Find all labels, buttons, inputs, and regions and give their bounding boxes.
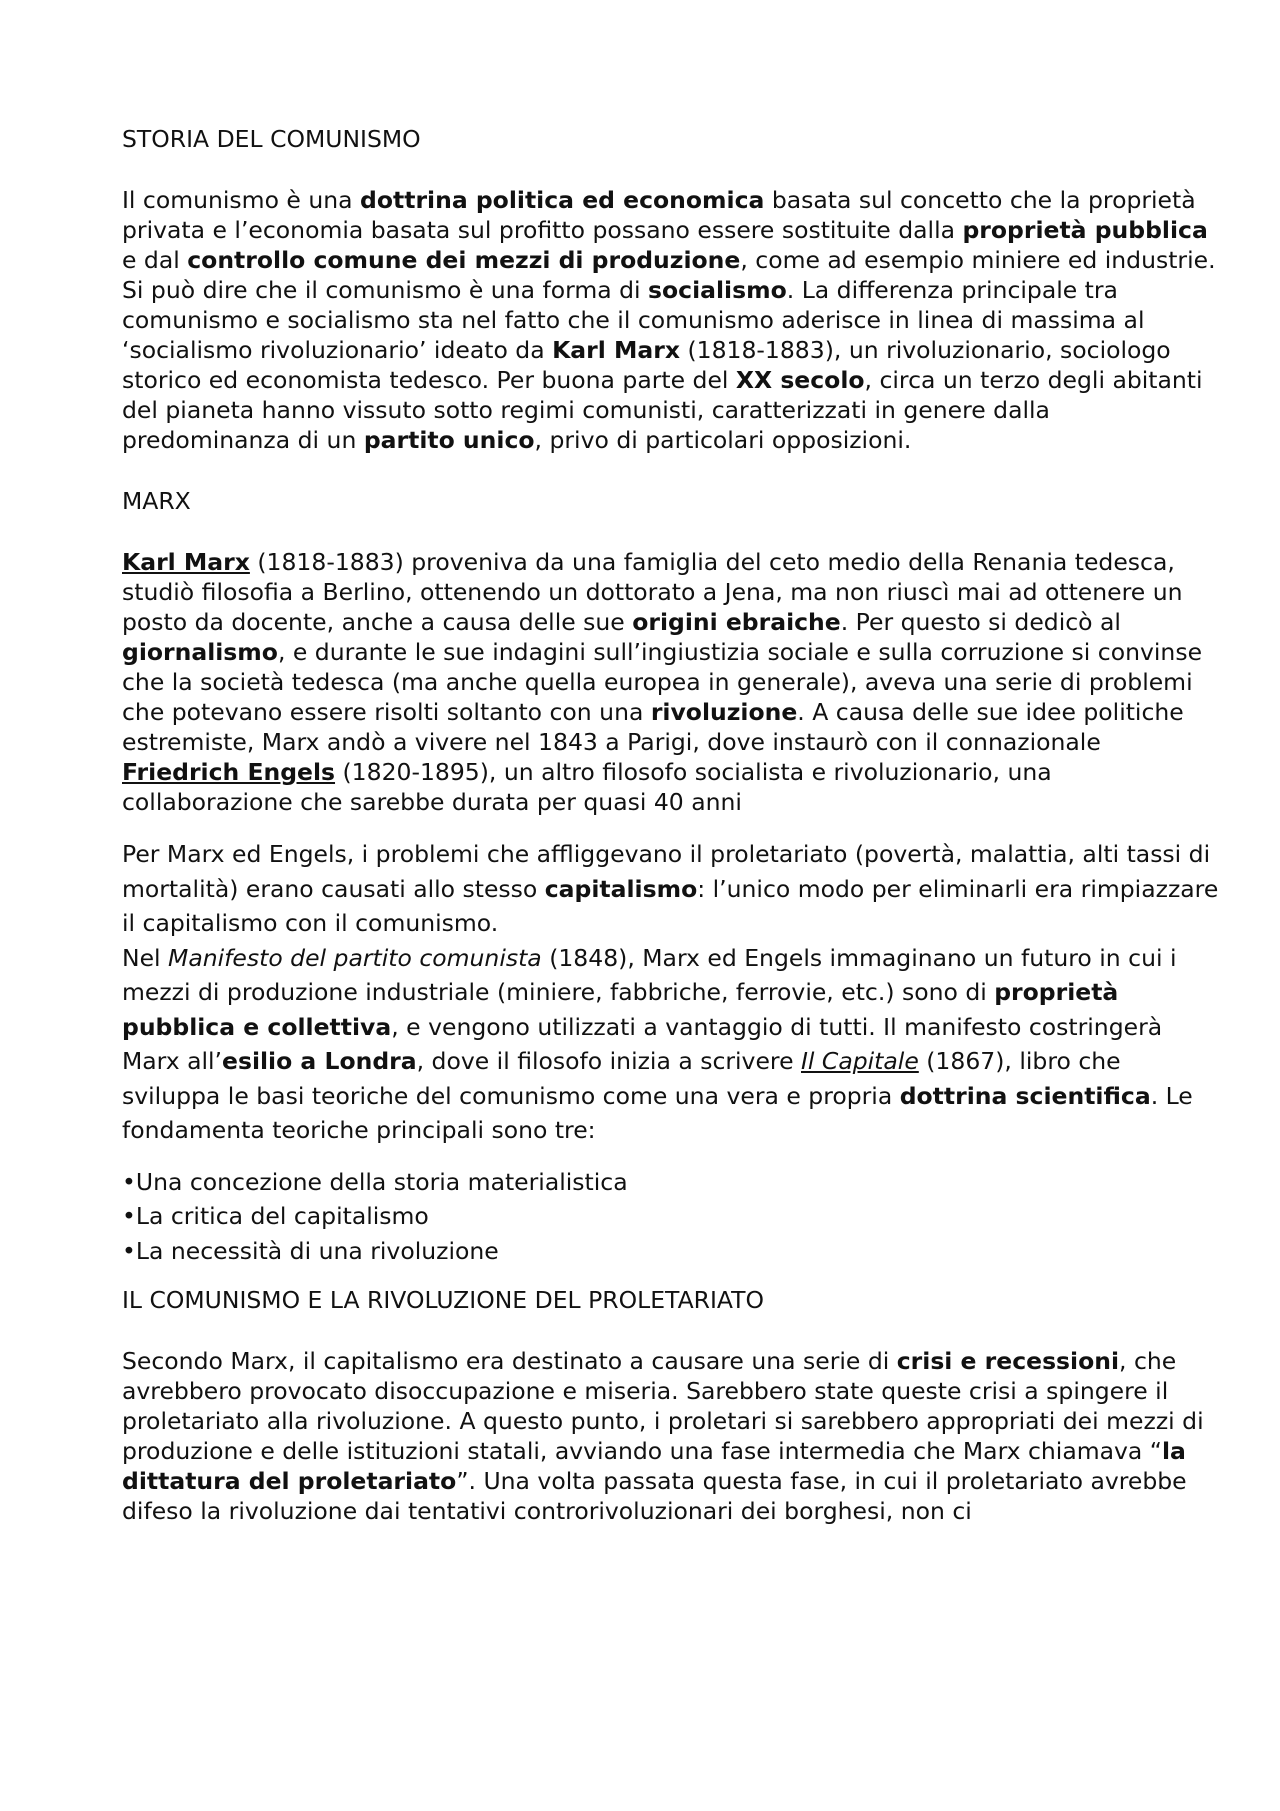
- bold-run: crisi e recessioni: [896, 1347, 1120, 1375]
- text-run: (1867), libro che sviluppa le basi teoriche del comunismo come una vera e propria: [122, 1047, 1121, 1110]
- text-run: (1848), Marx ed Engels immaginano un futuro in cui i mezzi di produzione industriale (miniere, fabbriche, ferrovie, etc.) sono di: [122, 943, 1177, 1006]
- text-run: (1820-1895), un altro filosofo socialista e rivoluzionario, una collaborazione che sarebbe durata per quasi 40 anni: [122, 758, 1052, 816]
- text-run: , privo di particolari opposizioni.: [534, 426, 912, 454]
- link-karl-marx[interactable]: Karl Marx: [122, 548, 250, 576]
- text-run: (1818-1883) proveniva da una famiglia del ceto medio della Renania tedesca, studiò filosofia a Berlino, ottenendo un dottorato a Jena, ma non riuscì mai ad ottenere un posto da docente, anche a causa delle sue: [122, 548, 1183, 636]
- bold-run: XX secolo: [735, 366, 865, 394]
- bold-run: esilio a Londra: [222, 1047, 417, 1075]
- text-run: , e durante le sue indagini sull’ingiustizia sociale e sulla corruzione si convinse che la società tedesca (ma anche quella europea in generale), aveva una serie di problemi che potevano essere risolti soltanto con una: [122, 638, 1203, 726]
- bold-run: partito unico: [363, 426, 535, 454]
- section-title-marx: MARX: [122, 487, 191, 515]
- text-run: . Per questo si dedicò al: [840, 608, 1121, 636]
- list-item: • La necessità di una rivoluzione: [122, 1234, 1220, 1269]
- text-run: , che avrebbero provocato disoccupazione e miseria. Sarebbero state queste crisi a spingere il proletariato alla rivoluzione. A questo punto, i proletari si sarebbero appropriati dei mezzi di produzione e delle istituzioni statali, avviando una fase intermedia che Marx chiamava “: [122, 1347, 1204, 1465]
- section-title-rivoluzione: IL COMUNISMO E LA RIVOLUZIONE DEL PROLETARIATO: [122, 1286, 765, 1314]
- list-item: • Una concezione della storia materialistica: [122, 1165, 1220, 1200]
- bold-run: la dittatura del proletariato: [122, 1437, 1186, 1495]
- link-friedrich-engels[interactable]: Friedrich Engels: [122, 758, 336, 786]
- text-run: basata sul concetto che la proprietà privata e l’economia basata sul profitto possano essere sostituite dalla: [122, 186, 1196, 244]
- bold-run: proprietà pubblica e collettiva: [122, 978, 1119, 1041]
- bold-run: dottrina politica ed economica: [360, 186, 765, 214]
- section-title-storia: STORIA DEL COMUNISMO: [122, 125, 421, 153]
- text-run: . A causa delle sue idee politiche estremiste, Marx andò a vivere nel 1843 a Parigi, dove instaurò con il connazionale: [122, 698, 1184, 756]
- bullet-list: [122, 1165, 1220, 1269]
- paragraph-rivoluzione: [122, 1346, 1220, 1526]
- bold-run: socialismo: [648, 276, 787, 304]
- text-run: e dal: [122, 246, 188, 274]
- text-run: . Le fondamenta teoriche principali sono tre:: [122, 1081, 1193, 1144]
- text-run: . La differenza principale tra comunismo e socialismo sta nel fatto che il comunismo aderisce in linea di massima al ‘socialismo rivoluzionario’ ideato da: [122, 276, 1145, 364]
- text-run: Nel: [122, 943, 169, 972]
- bold-run: controllo comune dei mezzi di produzione: [187, 246, 741, 274]
- text-run: , circa un terzo degli abitanti del pianeta hanno vissuto sotto regimi comunisti, caratterizzati in genere dalla predominanza di un: [122, 366, 1203, 454]
- text-run: , dove il filosofo inizia a scrivere: [416, 1047, 801, 1075]
- bold-run: Karl Marx: [552, 336, 680, 364]
- bold-run: capitalismo: [544, 874, 698, 903]
- text-run: , e vengono utilizzati a vantaggio di tutti. Il manifesto costringerà Marx all’: [122, 1012, 1163, 1075]
- text-run: , come ad esempio miniere ed industrie. Si può dire che il comunismo è una forma di: [122, 246, 1216, 304]
- bold-run: origini ebraiche: [632, 608, 841, 636]
- paragraph-marx-engels: [122, 837, 1220, 1148]
- text-run: ”. Una volta passata questa fase, in cui il proletariato avrebbe difeso la rivoluzione dai tentativi controrivoluzionari dei borghesi, non ci: [122, 1467, 1187, 1525]
- text-run: Per Marx ed Engels, i problemi che affliggevano il proletariato (povertà, malattia, alti tassi di mortalità) erano causati allo stesso: [122, 840, 1211, 903]
- text-run: : l’unico modo per eliminarli era rimpiazzare il capitalismo con il comunismo.: [122, 874, 1219, 937]
- text-run: Il comunismo è una: [122, 186, 361, 214]
- paragraph-marx-bio: [122, 547, 1220, 817]
- paragraph-intro: [122, 185, 1220, 455]
- bold-run: rivoluzione: [650, 698, 798, 726]
- italic-run: Manifesto del partito comunista: [168, 943, 542, 972]
- bold-run: proprietà pubblica: [962, 216, 1208, 244]
- text-run: (1818-1883), un rivoluzionario, sociologo storico ed economista tedesco. Per buona parte del: [122, 336, 1171, 394]
- bold-run: dottrina scientifica: [899, 1081, 1151, 1110]
- list-item: • La critica del capitalismo: [122, 1199, 1220, 1234]
- text-run: Secondo Marx, il capitalismo era destinato a causare una serie di: [122, 1347, 897, 1375]
- link-il-capitale[interactable]: Il Capitale: [801, 1047, 919, 1075]
- bold-run: giornalismo: [122, 638, 278, 666]
